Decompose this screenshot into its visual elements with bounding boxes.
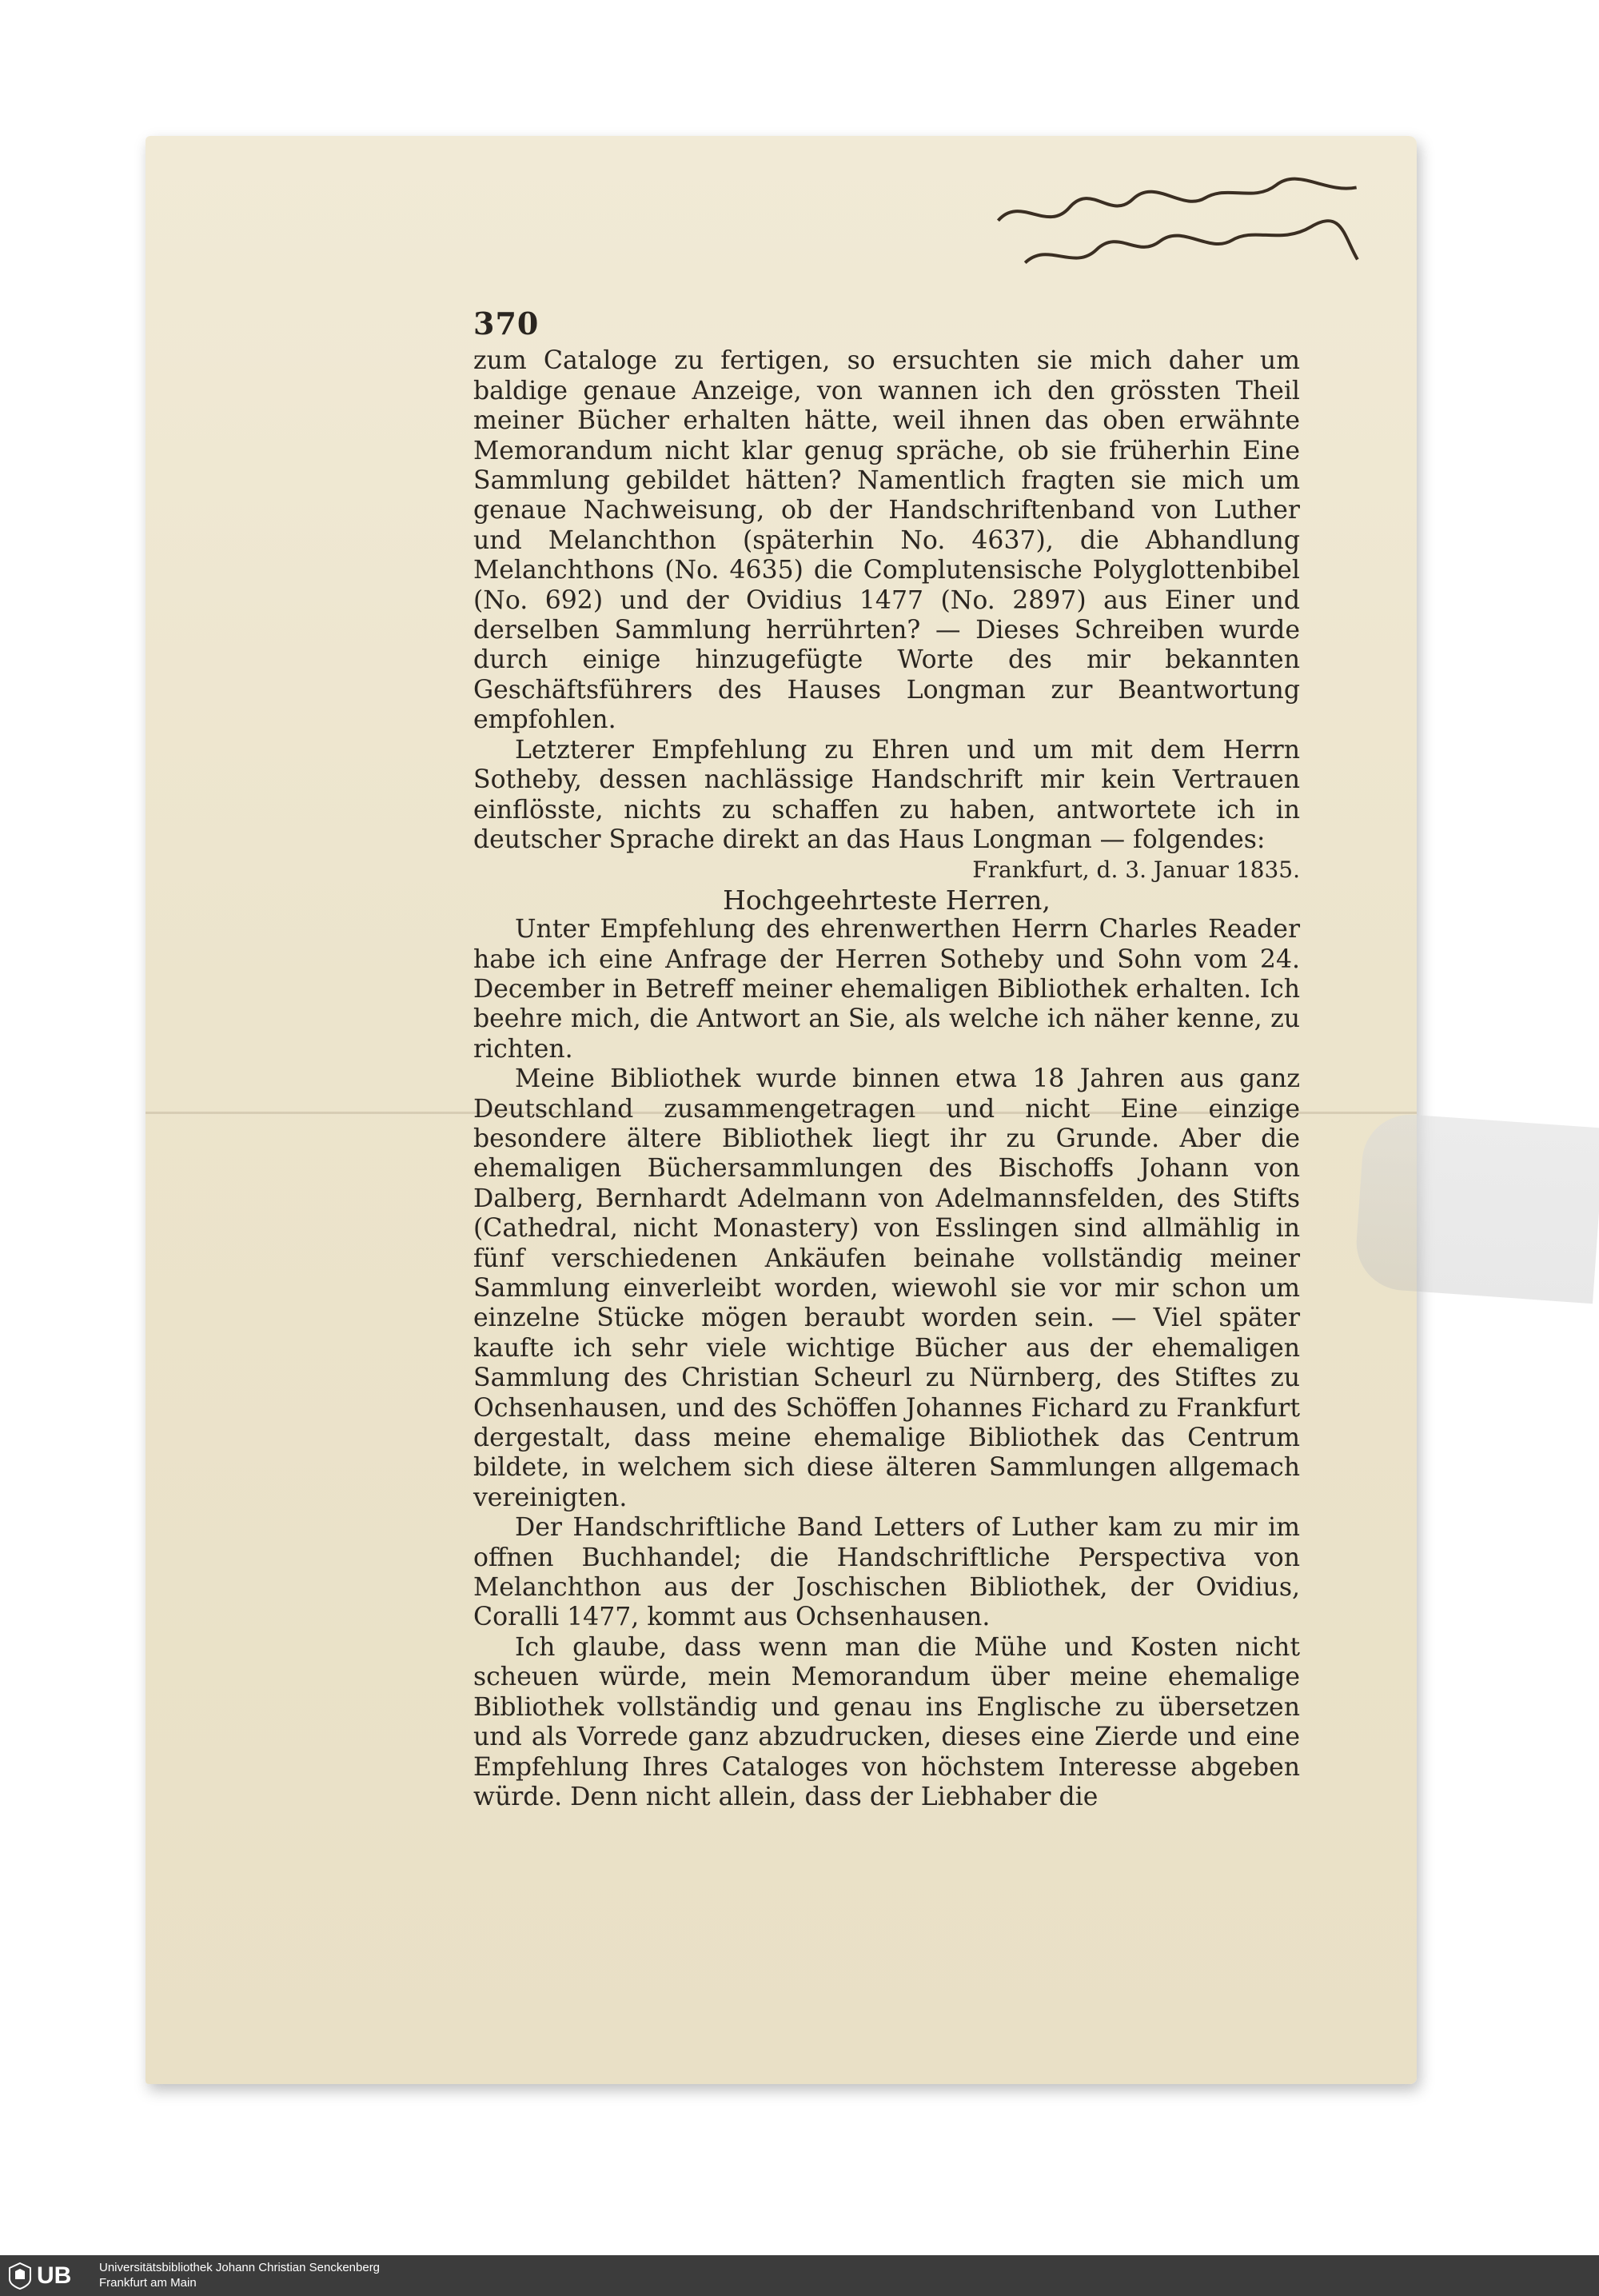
letter-date: Frankfurt, d. 3. Januar 1835. xyxy=(972,857,1300,884)
paragraph: Letzterer Empfehlung zu Ehren und um mit dem Herrn Sotheby, dessen nachlässige Handschrift mir kein Vertrauen einflösste, nichts zu schaffen zu haben, antwortete ich in deutscher Sprache direkt an das Haus Longman — folgendes: xyxy=(473,735,1300,854)
footer-line-city: Frankfurt am Main xyxy=(99,2276,197,2290)
library-logo xyxy=(8,2260,88,2292)
letter-paragraph: Meine Bibliothek wurde binnen etwa 18 Jahren aus ganz Deutschland zusammengetragen und nicht Eine einzige besondere ältere Bibliothek liegt ihr zu Grunde. Aber die ehemaligen Büchersammlungen des Bischoffs Johann von Dalberg, Bernhardt Adelmann von Adelmannsfelden, des Stifts (Cathedral, nicht Monastery) von Esslingen sind allmählig in fünf verschiedenen Ankäufen beinahe vollständig meiner Sammlung einverleibt worden, wiewohl sie vor mir schon um einzelne Stücke mögen beraubt worden sein. — Viel später kaufte ich sehr viele wichtige Bücher aus der ehemaligen Sammlung des Christian Scheurl zu Nürnberg, des Stiftes zu Ochsenhausen, und des Schöffen Johannes Fichard zu Frankfurt dergestalt, dass meine ehemalige Bibliothek das Centrum bildete, in welchem sich diese älteren Sammlungen allgemach vereinigten. xyxy=(473,1064,1300,1512)
page-number: 370 xyxy=(473,305,540,341)
paragraph: zum Cataloge zu fertigen, so ersuchten sie mich daher um baldige genaue Anzeige, von wannen ich den grössten Theil meiner Bücher erhalten hätte, weil ihnen das oben erwähnte Memorandum nicht klar genug spräche, ob sie früherhin Eine Sammlung gebildet hätten? Namentlich fragten sie mich um genaue Nachweisung, ob der Handschriftenband von Luther und Melanchthon (späterhin No. 4637), die Abhandlung Melanchthons (No. 4635) die Complutensische Polyglottenbibel (No. 692) und der Ovidius 1477 (No. 2897) aus Einer und derselben Sammlung herrührten? — Dieses Schreiben wurde durch einige hinzugefügte Worte des mir bekannten Geschäftsführers des Hauses Longman zur Beantwortung empfohlen. xyxy=(473,346,1300,735)
glass-weight xyxy=(1354,1112,1599,1304)
footer-bar xyxy=(0,2255,1599,2296)
letter-paragraph: Der Handschriftliche Band Letters of Luther kam zu mir im offnen Buchhandel; die Handschriftliche Perspectiva von Melanchthon aus der Joschischen Bibliothek, der Ovidius, Coralli 1477, kommt aus Ochsenhausen. xyxy=(473,1513,1300,1632)
footer-text xyxy=(99,2260,380,2290)
logo-text: UB xyxy=(37,2262,72,2289)
footer-line-institution: Universitätsbibliothek Johann Christian Senckenberg xyxy=(99,2261,381,2274)
page-text xyxy=(473,305,1300,1812)
library-crest-icon xyxy=(8,2262,32,2290)
letter-paragraph: Ich glaube, dass wenn man die Mühe und Kosten nicht scheuen würde, mein Memorandum über meine ehemalige Bibliothek vollständig und genau ins Englische zu übersetzen und als Vorrede ganz abzudrucken, dieses eine Zierde und eine Empfehlung Ihres Cataloges von höchstem Interesse abgeben würde. Denn nicht allein, dass der Liebhaber die xyxy=(473,1632,1300,1811)
letter-salutation: Hochgeehrteste Herren, xyxy=(723,884,1051,916)
letter-paragraph: Unter Empfehlung des ehrenwerthen Herrn Charles Reader habe ich eine Anfrage der Herren Sotheby und Sohn vom 24. December in Betreff meiner ehemaligen Bibliothek erhalten. Ich beehre mich, die Antwort an Sie, als welche ich näher kenne, zu richten. xyxy=(473,915,1300,1064)
